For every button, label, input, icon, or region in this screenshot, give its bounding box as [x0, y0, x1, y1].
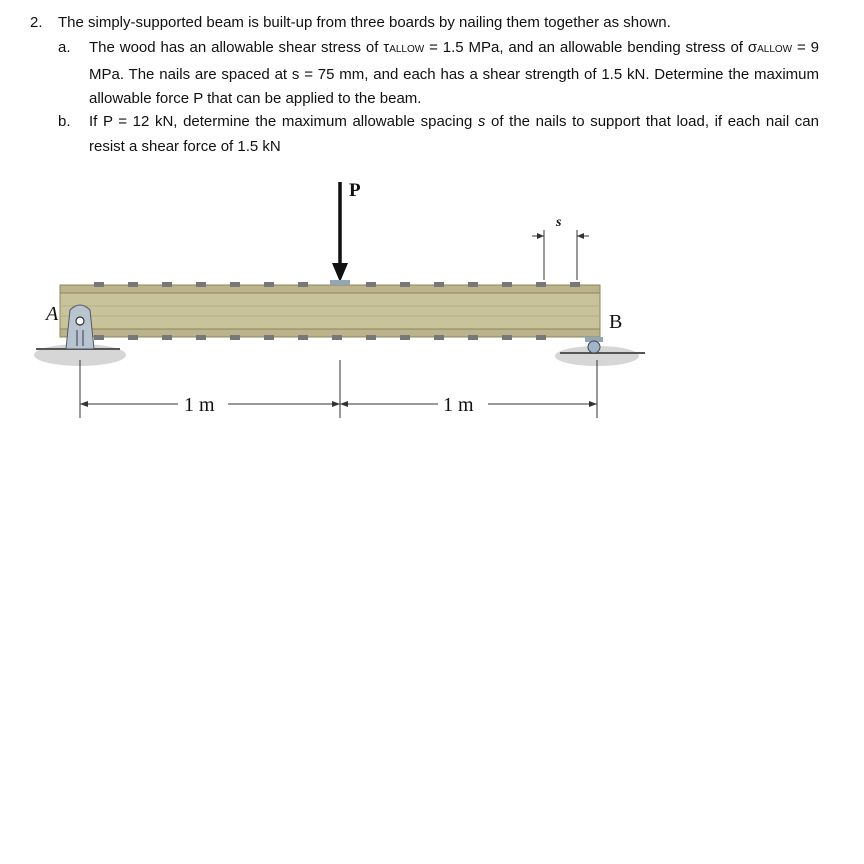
beam-web-board	[60, 293, 600, 329]
spacing-arrowhead-right	[577, 233, 584, 239]
nail	[468, 282, 478, 287]
beam-diagram	[0, 160, 864, 440]
load-arrow	[332, 182, 348, 282]
nail	[162, 282, 172, 287]
nail	[196, 282, 206, 287]
nail	[536, 335, 546, 340]
roller-icon	[588, 341, 600, 353]
dim-arrowhead	[332, 401, 340, 407]
nail	[434, 282, 444, 287]
load-plate	[330, 280, 350, 285]
tau-symbol: τ	[383, 39, 390, 56]
nail	[162, 335, 172, 340]
nail	[298, 282, 308, 287]
support-b-label: B	[609, 311, 623, 333]
part-b-text	[89, 110, 819, 159]
nail	[468, 335, 478, 340]
pin-bracket	[66, 305, 94, 349]
part-a-text-3: = 9 MPa. The nails are spaced at s = 75 mm, and each has a shear strength of 1.5 kN. Determine the maximum allowable force P that can be applied to the beam.	[89, 39, 819, 107]
dim-arrowhead	[589, 401, 597, 407]
nail	[196, 335, 206, 340]
beam-top-board	[60, 285, 600, 293]
part-b-text-2: of the nails to support that load, if each nail can resist a shear force of 1.5 kN	[89, 113, 819, 155]
span-left-label: 1 m	[184, 394, 215, 416]
pin-icon	[76, 317, 84, 325]
nail	[94, 282, 104, 287]
load-arrow-head	[332, 263, 348, 282]
beam	[60, 280, 600, 337]
nail	[400, 335, 410, 340]
part-b-label: b.	[58, 113, 71, 130]
part-b-text-1: If P = 12 kN, determine the maximum allowable spacing	[89, 113, 478, 130]
spacing-label: s	[556, 215, 562, 230]
beam-bottom-board	[60, 329, 600, 337]
part-a-text-2: = 1.5 MPa, and an allowable bending stress of	[424, 39, 748, 56]
support-a-label: A	[46, 303, 59, 325]
sigma-symbol: σ	[747, 39, 758, 56]
nail	[366, 282, 376, 287]
spacing-dimension	[532, 230, 589, 280]
nail	[570, 282, 580, 287]
nail	[332, 335, 342, 340]
nail	[298, 335, 308, 340]
part-a-label: a.	[58, 39, 71, 56]
nail	[230, 335, 240, 340]
nail	[434, 335, 444, 340]
load-label: P	[349, 180, 361, 201]
spacing-arrowhead-left	[537, 233, 544, 239]
tau-subscript: ALLOW	[389, 44, 425, 55]
pin-support-a	[66, 305, 94, 349]
nail	[94, 335, 104, 340]
part-a-text	[89, 36, 819, 112]
nail	[128, 282, 138, 287]
nail	[400, 282, 410, 287]
nail	[366, 335, 376, 340]
problem-number: 2.	[30, 14, 43, 31]
nail	[128, 335, 138, 340]
dim-arrowhead	[340, 401, 348, 407]
nail	[502, 282, 512, 287]
span-right-label: 1 m	[443, 394, 474, 416]
span-dimension	[80, 360, 597, 418]
part-a-text-1: The wood has an allowable shear stress of	[89, 39, 384, 56]
spacing-variable: s	[477, 113, 486, 130]
nail	[264, 282, 274, 287]
nail	[536, 282, 546, 287]
sigma-subscript: ALLOW	[757, 44, 793, 55]
problem-statement: The simply-supported beam is built-up from three boards by nailing them together as shown.	[58, 14, 671, 31]
nail	[264, 335, 274, 340]
nail	[230, 282, 240, 287]
nail	[502, 335, 512, 340]
dim-arrowhead	[80, 401, 88, 407]
